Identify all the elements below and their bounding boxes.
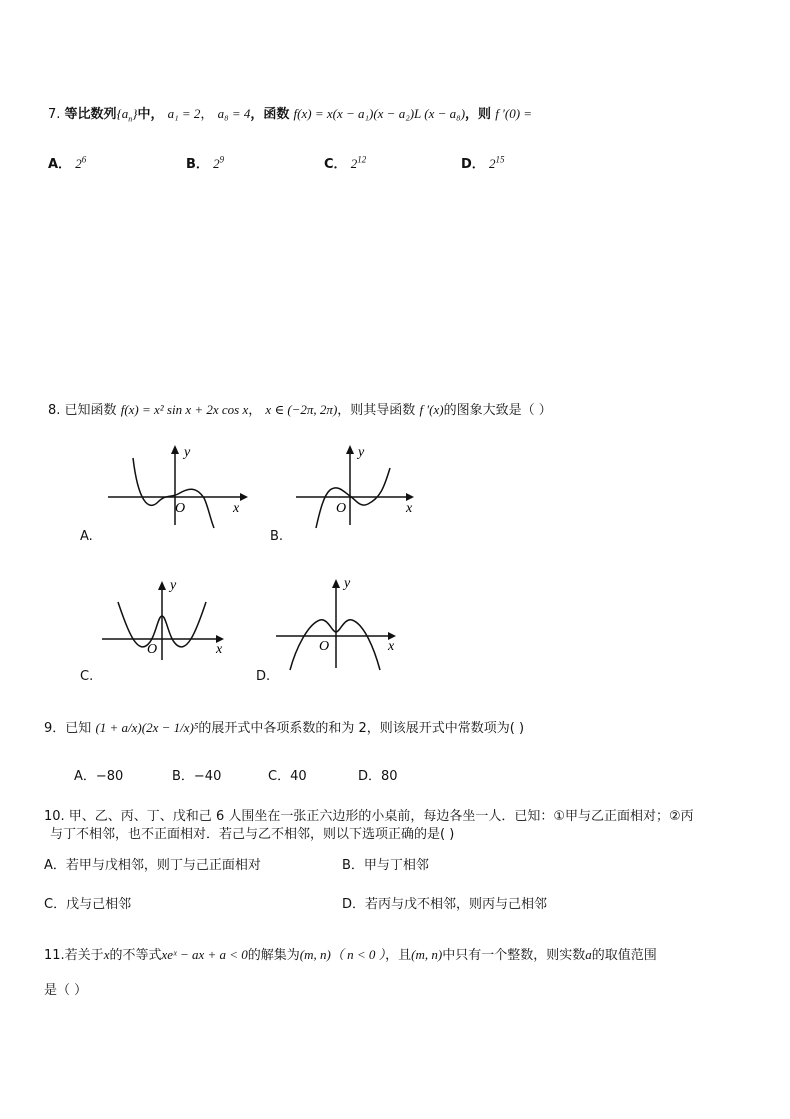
- curve-b: [316, 468, 390, 528]
- q9-option-b: B．−40: [172, 769, 222, 784]
- y-axis-label: y: [344, 576, 351, 591]
- q7-cond2: a₈ = 4: [217, 106, 251, 121]
- q9-text-a: 已知: [65, 721, 92, 736]
- q7-text-c: ，则: [465, 107, 492, 122]
- curve-d: [290, 620, 380, 670]
- q9-text-b: 的展开式中各项系数的和为 2，则该展开式中常数项为( ): [198, 721, 525, 736]
- q7-option-c: C． $2^{12}$: [324, 154, 367, 172]
- q8-option-a-label: A.: [80, 529, 93, 544]
- q9-number: 9．: [44, 721, 66, 736]
- q10-option-d: D．若丙与戊不相邻，则丙与己相邻: [342, 897, 548, 912]
- q7-sep2: ，函数: [250, 107, 290, 122]
- q7-deriv: f ′(0) =: [495, 106, 533, 121]
- q11-line-1: 11.若关于x的不等式xeˣ − ax + a < 0的解集为(m, n)（ n < 0 ），且(m, n)中只有一个整数，则实数a的取值范围: [44, 947, 657, 963]
- y-axis-label: y: [170, 578, 177, 593]
- q8-option-c-label: C.: [80, 669, 94, 684]
- q8-graph-c: [98, 572, 238, 662]
- q11-inequality: xeˣ − ax + a < 0: [161, 947, 248, 962]
- q7-sep1: ，: [200, 107, 214, 122]
- q7-option-b: B． $2^9$: [186, 154, 225, 172]
- q8-func: f(x) = x² sin x + 2x cos x: [120, 402, 249, 417]
- q8-text-a: 已知函数: [64, 403, 117, 418]
- q7-text-a: 等比数列: [64, 107, 117, 122]
- q8-option-d-label: D.: [256, 669, 271, 684]
- curve-a: [133, 458, 214, 528]
- q9-option-d: D．80: [358, 769, 398, 784]
- q7-seq: $\{a_n\}$: [116, 106, 138, 124]
- origin-label: O: [336, 501, 347, 516]
- q10-option-c: C．戊与己相邻: [44, 897, 132, 912]
- origin-label: O: [147, 642, 158, 657]
- q9-stem: [44, 717, 524, 736]
- q8-deriv: f ′(x): [419, 402, 444, 417]
- q9-expr: (1 + a/x)(2x − 1/x)⁵: [95, 720, 199, 735]
- q7-number: 7.: [48, 107, 61, 122]
- x-axis-label: x: [388, 639, 395, 654]
- y-axis-label: y: [358, 445, 365, 460]
- y-axis-arrow: [346, 445, 354, 454]
- q7-func: f(x) = x(x − a₁)(x − a₂)L (x − a₈): [293, 106, 466, 121]
- q8-sep: ，: [248, 403, 262, 418]
- origin-label: O: [175, 501, 186, 516]
- q8-number: 8.: [48, 403, 61, 418]
- q11-line-2: 是（ ）: [44, 983, 88, 998]
- q8-graph-b: [288, 440, 448, 530]
- x-axis-arrow: [406, 493, 414, 501]
- q7-stem: [48, 103, 532, 124]
- q10-option-a: A．若甲与戊相邻，则丁与己正面相对: [44, 858, 261, 873]
- origin-label: O: [319, 639, 330, 654]
- q8-graph-a: [100, 440, 260, 530]
- x-axis-label: x: [406, 501, 413, 516]
- y-axis-arrow: [332, 579, 340, 588]
- x-axis-label: x: [216, 642, 223, 657]
- q8-stem: [48, 399, 552, 418]
- y-axis-arrow: [171, 445, 179, 454]
- q8-text-c: 的图象大致是（ ）: [443, 403, 552, 418]
- x-axis-label: x: [233, 501, 240, 516]
- q7-cond1: a₁ = 2: [167, 106, 201, 121]
- q9-option-a: A．−80: [74, 769, 124, 784]
- y-axis-label: y: [184, 445, 191, 460]
- q7-text-b: 中，: [137, 107, 164, 122]
- q7-option-a: A． $2^6$: [48, 154, 87, 172]
- x-axis-arrow: [240, 493, 248, 501]
- q8-graph-d: [272, 572, 412, 672]
- q8-text-b: ，则其导函数: [337, 403, 416, 418]
- q10-line-2: 与丁不相邻，也不正面相对．若己与乙不相邻，则以下选项正确的是( ): [50, 827, 455, 842]
- q7-option-d: D． $2^{15}$: [461, 154, 505, 172]
- q9-option-c: C．40: [268, 769, 307, 784]
- q10-option-b: B．甲与丁相邻: [342, 858, 429, 873]
- q11-interval: (m, n): [299, 947, 331, 962]
- q8-option-b-label: B.: [270, 529, 284, 544]
- q10-line-1: 10. 甲、乙、丙、丁、戊和己 6 人围坐在一张正六边形的小桌前，每边各坐一人．已知：①甲与乙正面相对；②丙: [44, 809, 694, 824]
- y-axis-arrow: [158, 581, 166, 590]
- q8-domain: x ∈ (−2π, 2π): [265, 402, 338, 417]
